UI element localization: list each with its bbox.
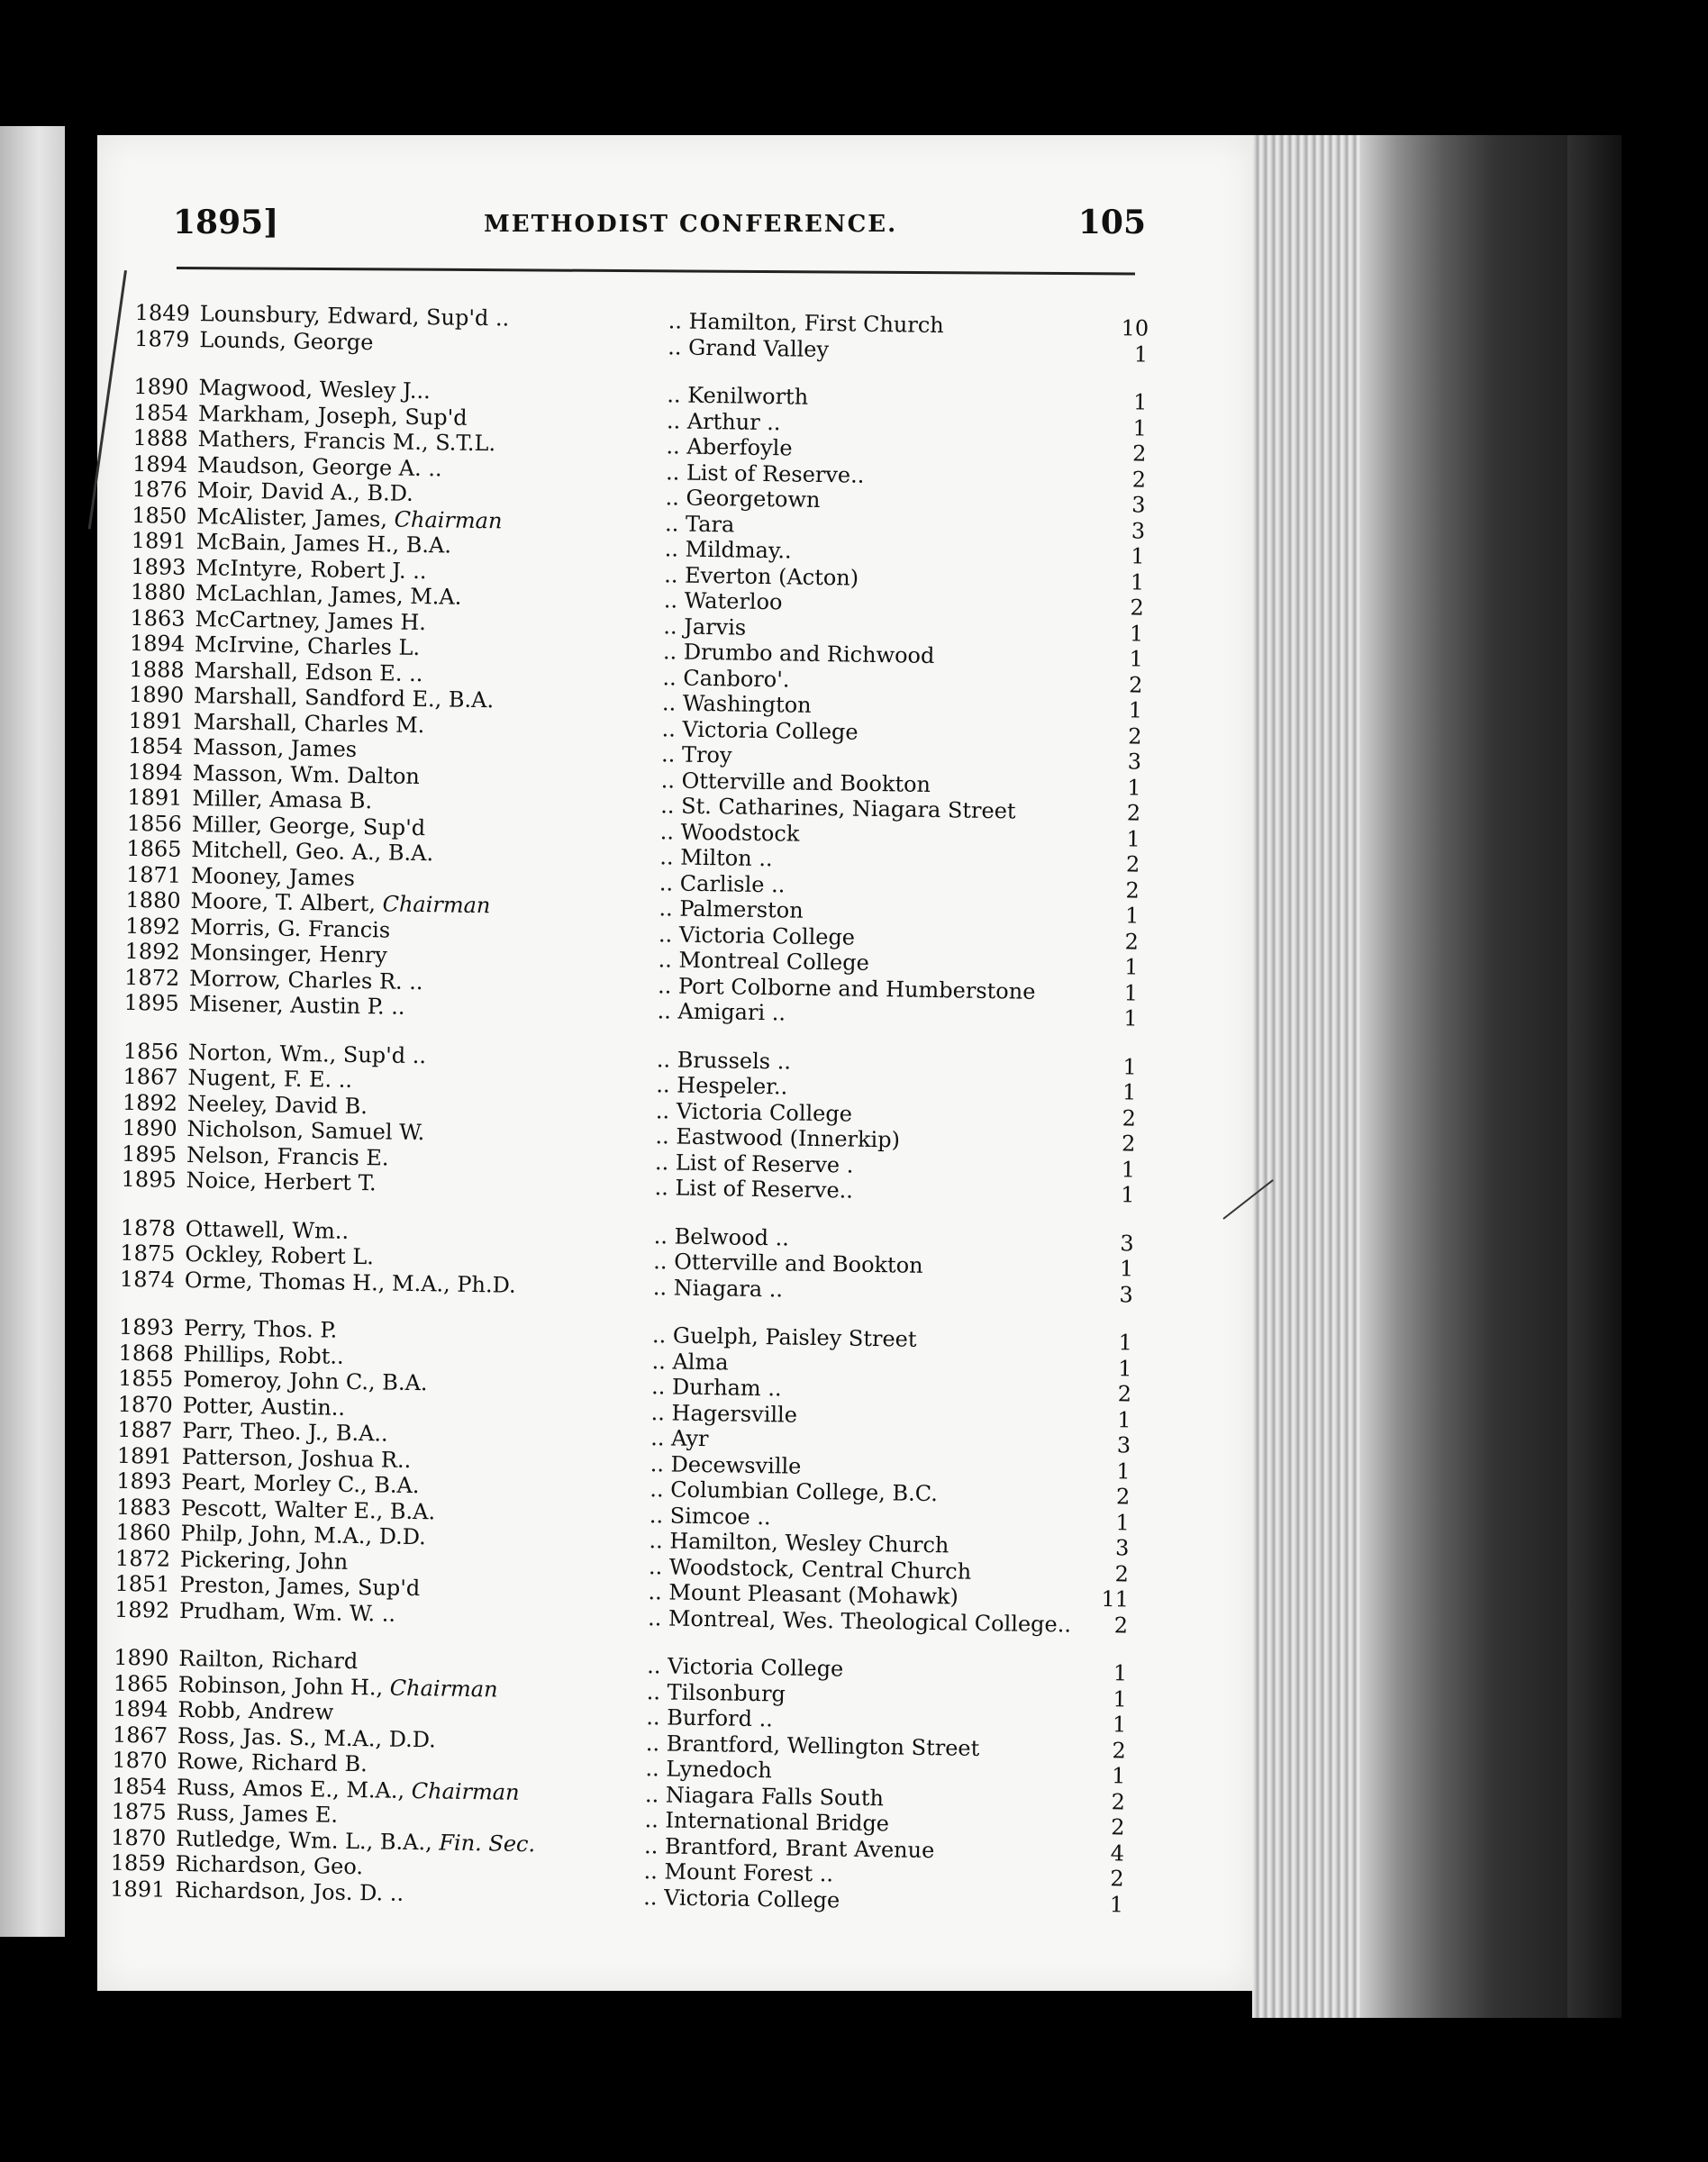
entry-year: 1868: [118, 1340, 174, 1367]
entry-station: .. Columbian College, B.C.: [650, 1476, 939, 1507]
entry-station: .. International Bridge: [644, 1807, 890, 1837]
entry-name-text: Robb, Andrew: [177, 1696, 334, 1725]
entry-year: 1870: [110, 1824, 167, 1851]
entry-station: .. Belwood ..: [653, 1222, 790, 1251]
entry-station: .. Drumbo and Richwood: [662, 639, 935, 668]
entry-station: .. Victoria College: [655, 1097, 853, 1127]
entry-years-count: 1: [1122, 1079, 1137, 1105]
entry-station: .. Hamilton, First Church: [668, 308, 944, 339]
entry-station: .. Victoria College: [661, 715, 859, 745]
entry-year: 1888: [129, 656, 185, 683]
entry-station: .. Lynedoch: [645, 1756, 773, 1784]
entry-name-text: Nugent, F. E. ..: [187, 1065, 353, 1093]
entry-name-text: Parr, Theo. J., B.A..: [182, 1417, 388, 1447]
entry-years-count: 1: [1132, 414, 1148, 441]
book-block-shadow-dark: [1567, 135, 1622, 2018]
entry-years-count: 2: [1126, 800, 1141, 826]
entry-years-count: 1: [1127, 774, 1141, 801]
entry-year: 1856: [123, 1038, 179, 1065]
entry-name-text: Rutledge, Wm. L., B.A.,: [175, 1825, 440, 1856]
entry-years-count: 2: [1113, 1612, 1129, 1638]
entry-station: .. Simcoe ..: [649, 1502, 771, 1530]
entry-station: .. Hamilton, Wesley Church: [649, 1528, 949, 1558]
entry-year: 1888: [132, 424, 188, 451]
entry-year: 1895: [123, 989, 180, 1016]
entry-role: Chairman: [411, 1777, 520, 1805]
entry-year: 1892: [114, 1596, 170, 1623]
entry-name-text: Pickering, John: [179, 1546, 349, 1575]
entry-year: 1879: [134, 325, 190, 352]
entry-years-count: 2: [1128, 671, 1143, 698]
entry-years-count: 1: [1133, 341, 1149, 368]
entry-name-text: Ottawell, Wm..: [185, 1215, 350, 1244]
entry-station: .. Niagara Falls South: [644, 1781, 885, 1811]
entry-year: 1891: [131, 527, 187, 554]
letter-group: [120, 1214, 1134, 1307]
entry-name-text: Masson, Wm. Dalton: [192, 759, 421, 789]
entry-year: 1867: [123, 1063, 178, 1090]
entry-station: .. Guelph, Paisley Street: [651, 1322, 917, 1352]
entry-station: .. Decewsville: [650, 1450, 802, 1479]
entry-year: 1891: [128, 707, 184, 734]
entry-station: .. Mount Pleasant (Mohawk): [648, 1579, 959, 1610]
entry-station: .. Eastwood (Innerkip): [655, 1123, 901, 1153]
entry-name-text: Morrow, Charles R. ..: [188, 965, 423, 995]
entry-name-text: Mitchell, Geo. A., B.A.: [191, 837, 434, 867]
entry-years-count: 2: [1121, 1131, 1136, 1157]
entry-year: 1860: [115, 1519, 171, 1546]
entry-years-count: 3: [1131, 492, 1146, 518]
entry-year: 1880: [130, 578, 186, 605]
entry-name-text: Morris, G. Francis: [189, 913, 391, 943]
entry-years-count: 2: [1117, 1381, 1132, 1407]
entry-year: 1872: [123, 964, 180, 991]
facing-page-edge: [0, 126, 65, 1937]
entry-year: 1854: [111, 1773, 168, 1800]
entry-name-text: Philp, John, M.A., D.D.: [180, 1520, 426, 1550]
entry-year: 1890: [122, 1114, 177, 1141]
entry-years-count: 2: [1112, 1737, 1127, 1763]
entry-years-count: 3: [1127, 749, 1142, 775]
page-number: 105: [1077, 204, 1146, 241]
entry-station: .. Victoria College: [643, 1884, 840, 1913]
entry-station: .. Montreal College: [658, 947, 869, 976]
entry-year: 1851: [114, 1570, 170, 1597]
entry-station: .. Woodstock, Central Church: [648, 1553, 972, 1585]
entry-name-text: McIrvine, Charles L.: [194, 631, 421, 661]
entry-name-text: Pescott, Walter E., B.A.: [180, 1494, 436, 1524]
entry-years-count: 1: [1130, 568, 1145, 595]
entry-station: .. Brantford, Wellington Street: [645, 1730, 980, 1761]
entry-year: 1894: [127, 759, 184, 786]
entry-name-text: Markham, Joseph, Sup'd: [197, 400, 468, 431]
entry-year: 1875: [120, 1240, 176, 1267]
entry-name-text: Nicholson, Samuel W.: [186, 1116, 425, 1146]
entry-year: 1891: [127, 784, 183, 811]
entry-year: 1850: [132, 502, 187, 529]
entry-name-text: Nelson, Francis E.: [186, 1141, 389, 1171]
entry-years-count: 2: [1111, 1814, 1125, 1840]
entry-station: .. List of Reserve .: [654, 1149, 854, 1178]
entry-year: 1854: [128, 732, 184, 759]
entry-years-count: 1: [1117, 1406, 1131, 1433]
entry-station: .. Grand Valley: [668, 333, 830, 362]
entry-station: .. List of Reserve..: [654, 1175, 854, 1204]
entry-year: 1895: [121, 1140, 177, 1167]
entry-years-count: 2: [1131, 441, 1147, 467]
entry-year: 1855: [117, 1365, 174, 1392]
entry-role: Chairman: [389, 1675, 498, 1703]
entry-station: .. Port Colborne and Humberstone: [657, 972, 1036, 1004]
entry-year: 1894: [113, 1695, 168, 1722]
entry-name-text: Peart, Morley C., B.A.: [181, 1468, 420, 1499]
entry-name-text: Pomeroy, John C., B.A.: [182, 1366, 428, 1396]
entry-year: 1865: [113, 1670, 169, 1697]
entry-years-count: 1: [1119, 1256, 1134, 1282]
entry-years-count: 1: [1123, 979, 1139, 1006]
letter-group: [110, 1645, 1127, 1918]
entry-years-count: 1: [1118, 1355, 1132, 1382]
entry-year: 1890: [114, 1644, 169, 1671]
entry-years-count: 2: [1115, 1484, 1131, 1510]
entry-name-text: Misener, Austin P. ..: [188, 991, 405, 1020]
entry-name-text: Monsinger, Henry: [189, 940, 388, 968]
entry-years-count: 1: [1131, 543, 1145, 569]
entry-years-count: 2: [1131, 466, 1147, 493]
entry-station: .. Mount Forest ..: [643, 1858, 834, 1887]
entry-year: 1867: [112, 1721, 168, 1749]
entry-station: .. St. Catharines, Niagara Street: [660, 793, 1016, 824]
entry-station: .. Everton (Acton): [664, 561, 859, 591]
entry-years-count: 2: [1125, 877, 1140, 904]
entry-name-text: Miller, George, Sup'd: [191, 811, 426, 840]
entry-year: 1890: [128, 681, 185, 708]
entry-name-text: Rowe, Richard B.: [177, 1748, 368, 1777]
entry-name-text: Marshall, Sandford E., B.A.: [193, 683, 495, 713]
entry-role: Fin. Sec.: [439, 1830, 536, 1857]
entry-name-text: Norton, Wm., Sup'd ..: [187, 1039, 427, 1068]
entry-year: 1874: [119, 1266, 176, 1293]
entry-station: .. Brantford, Brant Avenue: [643, 1832, 935, 1863]
entry-name-text: Preston, James, Sup'd: [179, 1571, 421, 1602]
entry-station: .. Ayr: [650, 1425, 709, 1452]
entry-year: 1892: [124, 913, 181, 940]
entry-station: .. List of Reserve..: [665, 459, 865, 488]
entry-station: .. Burford ..: [646, 1704, 774, 1732]
entry-station: .. Alma: [651, 1348, 729, 1375]
entry-name-text: Russ, James E.: [176, 1799, 339, 1828]
entry-name-text: Moir, David A., B.D.: [196, 477, 413, 506]
entry-years-count: 3: [1120, 1230, 1134, 1257]
entry-years-count: 1: [1113, 1660, 1128, 1686]
entry-years-count: 1: [1109, 1891, 1124, 1917]
entry-station: .. Milton ..: [659, 844, 773, 872]
entry-name-text: Magwood, Wesley J...: [198, 375, 431, 404]
entry-years-count: 1: [1128, 697, 1143, 723]
letter-group: [114, 1314, 1132, 1639]
entry-name-text: Richardson, Jos. D. ..: [175, 1876, 404, 1906]
entry-year: 1876: [132, 476, 187, 503]
entry-name-text: Marshall, Charles M.: [193, 708, 425, 738]
entry-station: .. Otterville and Bookton: [660, 767, 931, 797]
conference-roll-list: [110, 300, 1149, 1939]
entry-station: .. Carlisle ..: [659, 869, 786, 897]
entry-station: .. Durham ..: [650, 1374, 782, 1402]
entry-years-count: 2: [1122, 1104, 1137, 1131]
entry-name-text: Miller, Amasa B.: [192, 786, 373, 814]
entry-station: .. Troy: [660, 741, 732, 768]
entry-name-text: Railton, Richard: [178, 1645, 359, 1675]
entry-name-text: Richardson, Geo.: [175, 1850, 364, 1880]
entry-year: 1849: [134, 300, 191, 326]
entry-year: 1890: [133, 373, 189, 400]
entry-years-count: 2: [1128, 722, 1142, 749]
entry-years-count: 1: [1132, 389, 1148, 415]
entry-name-text: McIntyre, Robert J. ..: [195, 554, 427, 584]
entry-years-count: 1: [1129, 646, 1144, 672]
entry-name-text: Lounsbury, Edward, Sup'd ..: [199, 301, 510, 332]
entry-station: .. Otterville and Bookton: [653, 1249, 923, 1278]
entry-station: .. Aberfoyle: [666, 433, 793, 461]
entry-name-text: Orme, Thomas H., M.A., Ph.D.: [184, 1267, 516, 1298]
entry-name-text: Patterson, Joshua R..: [181, 1443, 412, 1473]
entry-year: 1892: [124, 938, 180, 965]
entry-name-text: Moore, T. Albert,: [190, 888, 383, 917]
entry-year: 1871: [125, 861, 182, 888]
entry-station: .. Palmerston: [659, 895, 804, 923]
entry-station: .. Tara: [664, 510, 735, 537]
entry-station: .. Mildmay..: [664, 536, 792, 564]
entry-name-text: Phillips, Robt..: [183, 1340, 344, 1369]
entry-station: .. Hespeler..: [656, 1072, 788, 1100]
entry-station: .. Kenilworth: [667, 382, 809, 410]
letter-group: [121, 1038, 1137, 1208]
entry-station: .. Amigari ..: [657, 998, 786, 1026]
entry-years-count: 3: [1116, 1432, 1131, 1458]
entry-years-count: 1: [1122, 1053, 1137, 1080]
entry-station: .. Arthur ..: [666, 407, 781, 435]
entry-role: Chairman: [382, 891, 491, 919]
entry-station: .. Niagara ..: [652, 1274, 784, 1302]
entry-station: .. Jarvis: [663, 613, 747, 640]
entry-year: 1892: [122, 1089, 178, 1116]
entry-year: 1891: [110, 1876, 166, 1903]
entry-name-text: Ockley, Robert L.: [185, 1241, 375, 1270]
entry-name-text: Russ, Amos E., M.A.,: [176, 1774, 413, 1803]
entry-year: 1883: [115, 1494, 172, 1521]
entry-years-count: 4: [1110, 1840, 1125, 1866]
entry-year: 1893: [131, 553, 186, 580]
entry-years-count: 2: [1114, 1560, 1130, 1586]
entry-years-count: 1: [1123, 1005, 1138, 1031]
entry-years-count: 2: [1130, 595, 1144, 621]
entry-station: .. Canboro'.: [662, 664, 790, 692]
entry-years-count: 1: [1118, 1330, 1133, 1356]
entry-name-text: Marshall, Edson E. ..: [194, 657, 423, 686]
entry-name-text: Masson, James: [192, 734, 358, 762]
entry-years-count: 3: [1114, 1535, 1130, 1561]
entry-years-count: 1: [1126, 825, 1140, 852]
entry-year: 1870: [112, 1747, 168, 1774]
entry-station: .. Washington: [661, 690, 812, 718]
entry-station: .. Tilsonburg: [646, 1678, 786, 1707]
letter-group: [124, 374, 1148, 1031]
entry-year: 1859: [110, 1849, 167, 1876]
entry-year: 1856: [126, 810, 183, 837]
entry-station: .. Waterloo: [663, 587, 783, 615]
entry-year: 1891: [116, 1442, 173, 1469]
entry-year: 1872: [114, 1545, 171, 1572]
entry-name-text: McLachlan, James, M.A.: [195, 580, 462, 610]
entry-year: 1893: [116, 1467, 172, 1494]
entry-name-text: Neeley, David B.: [186, 1090, 368, 1119]
entry-years-count: 1: [1113, 1685, 1127, 1712]
entry-years-count: 1: [1116, 1458, 1131, 1485]
entry-years-count: 1: [1121, 1182, 1135, 1208]
entry-name-text: Mooney, James: [190, 862, 356, 891]
entry-name-text: Mathers, Francis M., S.T.L.: [197, 426, 496, 457]
entry-years-count: 1: [1112, 1712, 1127, 1738]
entry-years-count: 2: [1111, 1788, 1126, 1814]
entry-station: .. Victoria College: [647, 1653, 844, 1682]
entry-role: Chairman: [394, 506, 503, 533]
entry-years-count: 10: [1121, 315, 1149, 341]
entry-years-count: 3: [1119, 1281, 1134, 1308]
entry-name-text: Maudson, George A. ..: [196, 451, 442, 481]
entry-name-text: Perry, Thos. P.: [183, 1314, 338, 1343]
entry-name-text: Robinson, John H.,: [177, 1671, 391, 1701]
entry-years-count: 1: [1124, 903, 1140, 929]
running-head: [173, 204, 1146, 267]
entry-years-count: 1: [1129, 620, 1144, 647]
book-block-shadow: [1360, 135, 1567, 2018]
entry-year: 1870: [117, 1391, 174, 1418]
entry-years-count: 1: [1121, 1156, 1136, 1183]
entry-years-count: 2: [1125, 851, 1140, 877]
entry-station: .. Victoria College: [658, 921, 856, 950]
entry-name-text: Potter, Austin..: [182, 1392, 346, 1421]
entry-year: 1875: [111, 1798, 167, 1825]
entry-year: 1887: [117, 1416, 173, 1443]
running-head-year: 1895]: [173, 204, 279, 241]
entry-year: 1894: [132, 450, 188, 477]
entry-station: .. Hagersville: [650, 1399, 798, 1428]
entry-name-text: Lounds, George: [199, 326, 374, 355]
entry-years-count: 1: [1111, 1763, 1126, 1789]
entry-name-text: McAlister, James,: [196, 503, 395, 532]
entry-year: 1893: [118, 1313, 175, 1340]
entry-years-count: 1: [1115, 1509, 1131, 1536]
entry-name-text: Prudham, Wm. W. ..: [178, 1597, 396, 1627]
entry-years-count: 3: [1131, 517, 1146, 544]
entry-years-count: 1: [1124, 954, 1139, 980]
entry-year: 1895: [121, 1166, 177, 1193]
running-head-title: METHODIST CONFERENCE.: [484, 211, 898, 238]
entry-station: .. Georgetown: [665, 485, 821, 513]
entry-station: .. Brussels ..: [656, 1046, 792, 1075]
entry-year: 1863: [130, 604, 186, 631]
entry-year: 1894: [129, 630, 186, 657]
entry-years-count: 2: [1124, 928, 1140, 955]
entry-name-text: Ross, Jas. S., M.A., D.D.: [177, 1722, 437, 1752]
entry-year: 1865: [126, 835, 182, 862]
entry-year: 1880: [125, 886, 181, 913]
entry-station: .. Woodstock: [659, 818, 800, 847]
page-fore-edge: [1252, 135, 1360, 2018]
entry-years-count: 11: [1101, 1586, 1130, 1612]
entry-name-text: McBain, James H., B.A.: [195, 529, 452, 559]
entry-years-count: 2: [1110, 1866, 1124, 1892]
entry-year: 1854: [132, 399, 189, 426]
entry-year: 1878: [120, 1214, 177, 1241]
entry-station: .. Montreal, Wes. Theological College..: [647, 1604, 1072, 1637]
entry-name-text: Noice, Herbert T.: [186, 1167, 377, 1196]
entry-name-text: McCartney, James H.: [195, 605, 427, 635]
